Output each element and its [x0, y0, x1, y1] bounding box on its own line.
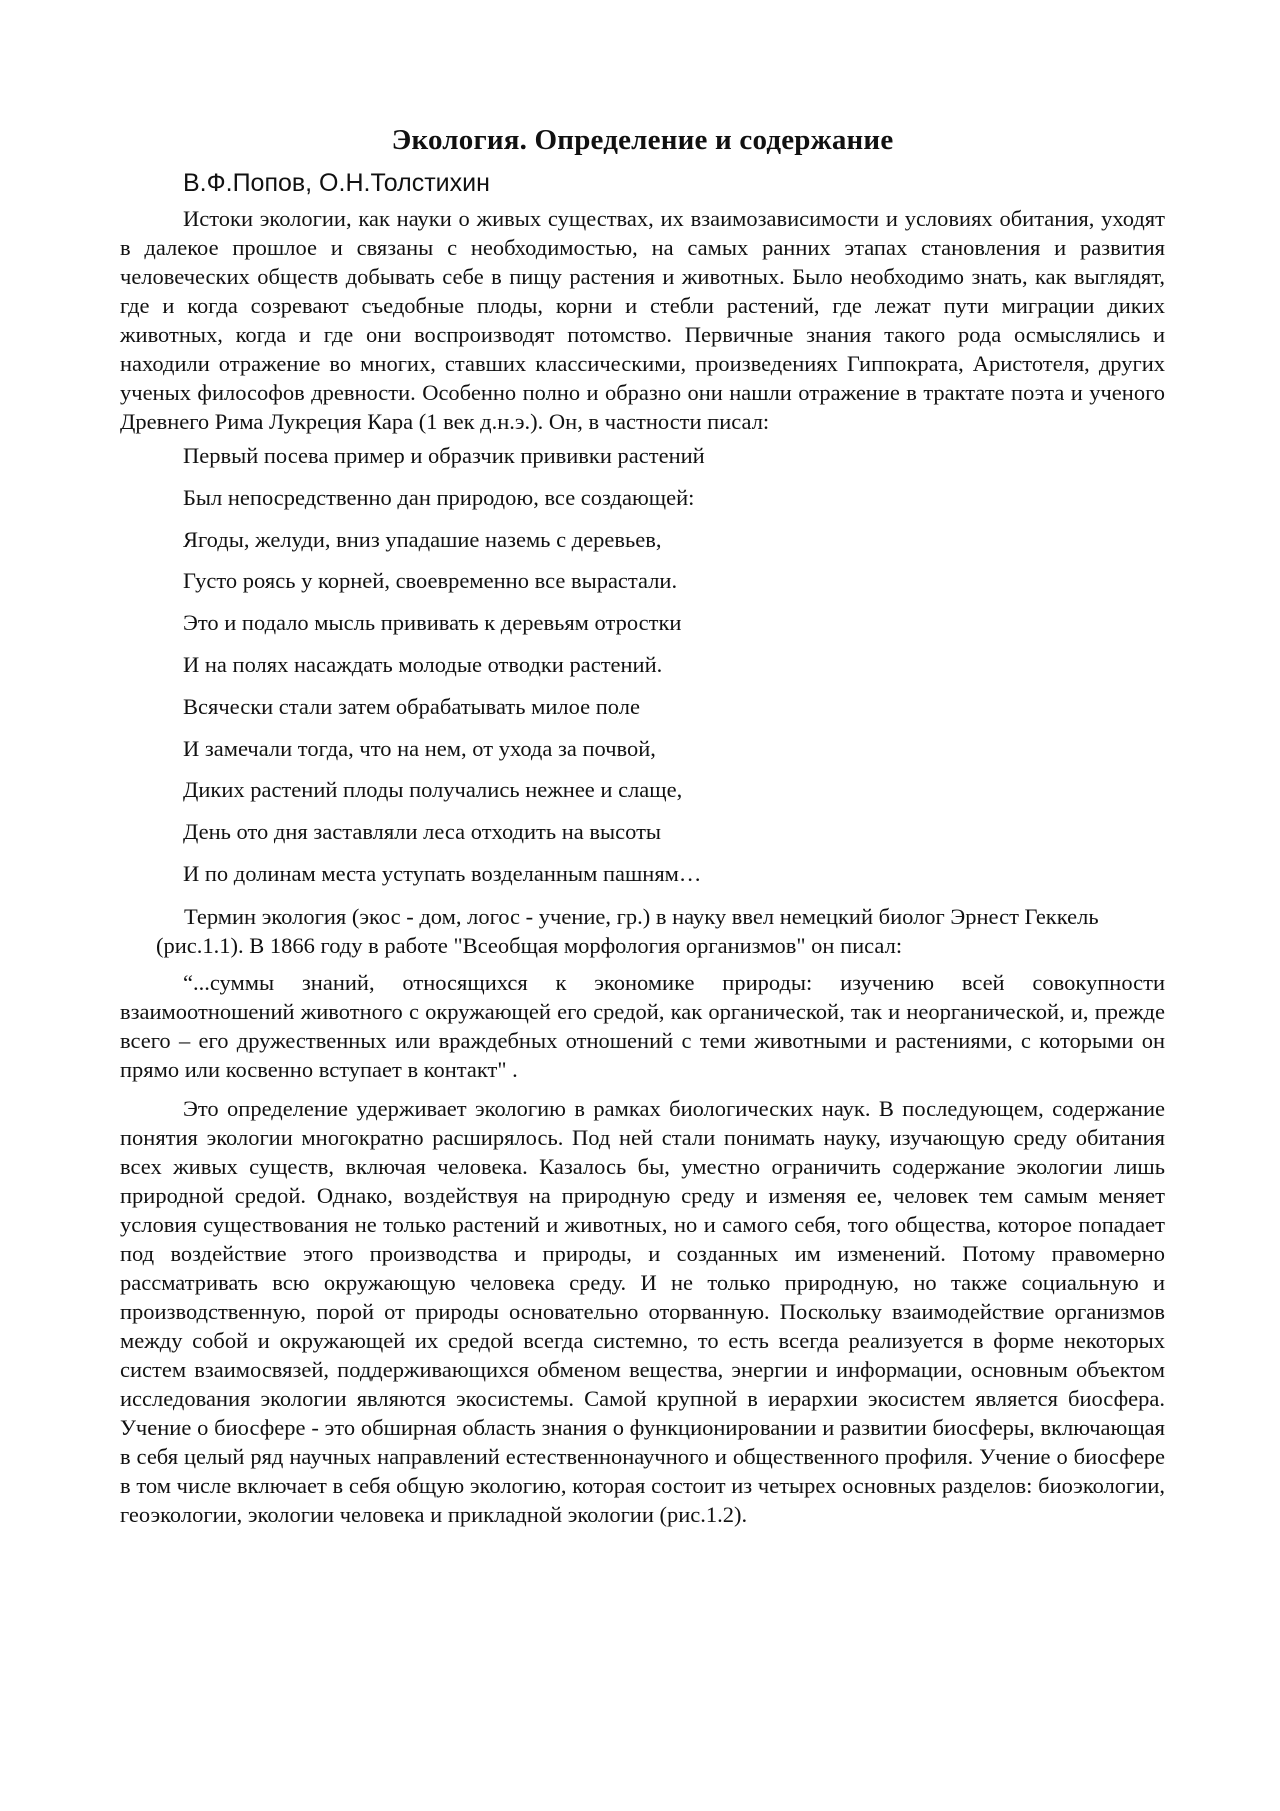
definition-paragraph: Это определение удерживает экологию в рамках биологических наук. В последующем, содержание понятия экологии многократно расширялось. Под ней стали понимать науку, изучающую среду обитания всех живых существ, включая человека. Казалось бы, уместно ограничить содержание экологии лишь природной средой. Однако, воздействуя на природную среду и изменяя ее, человек тем самым меняет условия существования не только растений и животных, но и самого себя, того общества, которое попадает под воздействие этого производства и природы, и созданных им изменений. Потому правомерно рассматривать всю окружающую человека среду. И не только природную, но также социальную и производственную, порой от природы основательно оторванную. Поскольку взаимодействие организмов между собой и окружающей их средой всегда системно, то есть всегда реализуется в форме некоторых систем взаимосвязей, поддерживающихся обменом вещества, энергии и информации, основным объектом исследования экологии являются экосистемы. Самой крупной в иерархии экосистем является биосфера. Учение о биосфере - это обширная область знания о функционировании и развитии биосферы, включающая в себя целый ряд научных направлений естественнонаучного и общественного профиля. Учение о биосфере в том числе включает в себя общую экологию, которая состоит из четырех основных разделов: биоэкологии, геоэкологии, экологии человека и прикладной экологии (рис.1.2). [120, 1095, 1165, 1527]
poem-line: И по долинам места уступать возделанным пашням… [183, 860, 702, 886]
poem-line: Был непосредственно дан природою, все создающей: [183, 484, 695, 510]
poem-line: Густо роясь у корней, своевременно все вырастали. [183, 568, 678, 594]
poem-line: Это и подало мысль прививать к деревьям отростки [183, 610, 682, 636]
poem-line: Ягоды, желуди, вниз упадашие наземь с деревьев, [183, 526, 662, 552]
poem-line: И замечали тогда, что на нем, от ухода за почвой, [183, 735, 656, 761]
poem-line: День ото дня заставляли леса отходить на высоты [183, 819, 662, 845]
poem-line: Первый посева пример и образчик прививки растений [183, 443, 705, 468]
document-page [120, 120, 1165, 1529]
document-authors: В.Ф.Попов, О.Н.Толстихин [183, 169, 490, 197]
document-title: Экология. Определение и содержание [391, 124, 894, 156]
poem-quote [120, 442, 1165, 888]
intro-paragraph: Истоки экологии, как науки о живых существах, их взаимозависимости и условиях обитания, уходят в далекое прошлое и связаны с необходимостью, на самых ранних этапах становления и развития человеческих обществ добывать себе в пищу растения и животных. Было необходимо знать, как выглядят, где и когда созревают съедобные плоды, корни и стебли растений, где лежат пути миграции диких животных, когда и где они воспроизводят потомство. Первичные знания такого рода осмыслялись и находили отражение во многих, ставших классическими, произведениях Гиппократа, Аристотеля, других ученых философов древности. Особенно полно и образно они нашли отражение в трактате поэта и ученого Древнего Рима Лукреция Кара (1 век д.н.э.). Он, в частности писал: [120, 206, 1165, 434]
poem-line: Всячески стали затем обрабатывать милое поле [183, 693, 640, 719]
poem-line: И на полях насаждать молодые отводки растений. [183, 651, 663, 677]
poem-line: Диких растений плоды получались нежнее и слаще, [183, 777, 683, 803]
term-paragraph: Термин экология (экос - дом, логос - учение, гр.) в науку ввел немецкий биолог Эрнест Геккель (рис.1.1). В 1866 году в работе "Всеобщая морфология организмов" он писал: [156, 903, 1099, 958]
haeckel-quote-paragraph: “...суммы знаний, относящихся к экономике природы: изучению всей совокупности взаимоотношений животного с окружающей его средой, как органической, так и неорганической, и, прежде всего – его дружественных или враждебных отношений с теми животными и растениями, с которыми он прямо или косвенно вступает в контакт" . [120, 969, 1165, 1082]
